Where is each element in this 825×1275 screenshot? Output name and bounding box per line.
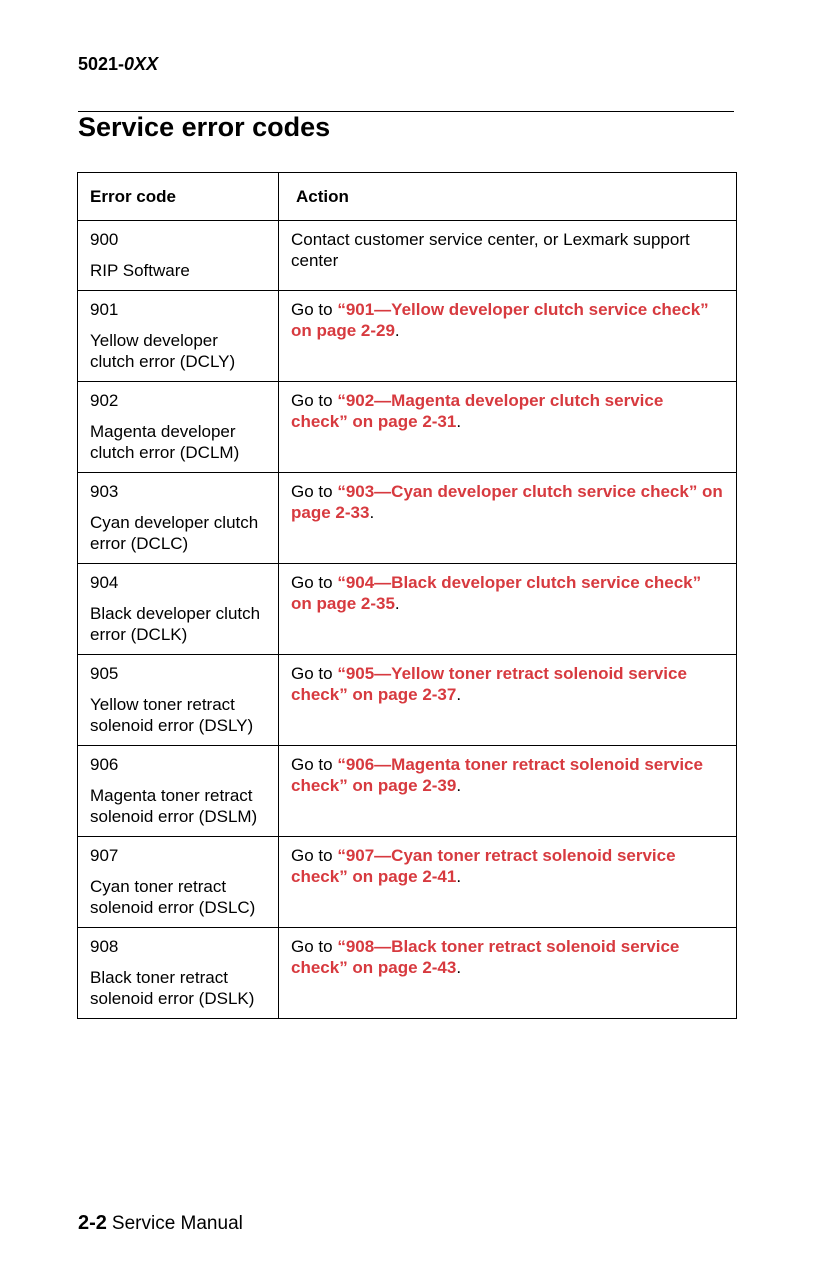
action-prefix: Go to — [291, 846, 338, 865]
error-code-number: 906 — [90, 755, 119, 774]
action-cell — [279, 564, 737, 655]
action-prefix: Go to — [291, 391, 338, 410]
table-row — [78, 837, 737, 928]
table-header-row — [78, 173, 737, 221]
error-code-description: Cyan toner retract solenoid error (DSLC) — [90, 877, 256, 917]
error-code-description: Yellow developer clutch error (DCLY) — [90, 331, 236, 371]
table-row — [78, 564, 737, 655]
action-suffix: . — [456, 685, 462, 704]
table-row — [78, 291, 737, 382]
error-code-cell — [78, 382, 279, 473]
error-code-cell — [78, 655, 279, 746]
action-cell — [279, 655, 737, 746]
action-suffix: . — [394, 594, 400, 613]
action-cell — [279, 221, 737, 291]
action-suffix: . — [394, 321, 400, 340]
action-cell — [279, 928, 737, 1019]
action-cell — [279, 291, 737, 382]
service-check-link[interactable]: “906—Magenta toner retract solenoid service check” on page 2-39 — [291, 755, 703, 795]
error-code-description: Magenta toner retract solenoid error (DSLM) — [90, 786, 258, 826]
service-check-link[interactable]: “901—Yellow developer clutch service check” on page 2-29 — [291, 300, 709, 340]
model-suffix: 0XX — [124, 54, 159, 74]
action-suffix: . — [369, 503, 375, 522]
error-code-cell — [78, 746, 279, 837]
action-prefix: Go to — [291, 937, 338, 956]
page-title: Service error codes — [78, 112, 331, 142]
service-check-link[interactable]: “905—Yellow toner retract solenoid service check” on page 2-37 — [291, 664, 687, 704]
error-code-number: 900 — [90, 230, 119, 249]
action-suffix: . — [456, 867, 462, 886]
manual-title: Service Manual — [111, 1213, 243, 1234]
action-cell — [279, 382, 737, 473]
error-code-number: 908 — [90, 937, 119, 956]
error-code-number: 904 — [90, 573, 119, 592]
error-code-cell — [78, 291, 279, 382]
error-code-description: Magenta developer clutch error (DCLM) — [90, 422, 240, 462]
action-prefix: Go to — [291, 300, 338, 319]
error-code-cell — [78, 221, 279, 291]
model-prefix: 5021- — [78, 54, 125, 74]
action-suffix: . — [456, 412, 462, 431]
error-code-table — [77, 172, 737, 1019]
error-code-cell — [78, 837, 279, 928]
error-code-number: 907 — [90, 846, 119, 865]
table-row — [78, 382, 737, 473]
table-row — [78, 746, 737, 837]
error-code-number: 902 — [90, 391, 119, 410]
table-body — [78, 221, 737, 1019]
action-cell — [279, 746, 737, 837]
action-text: Contact customer service center, or Lexmark support center — [291, 230, 690, 270]
action-cell — [279, 473, 737, 564]
model-number-header — [78, 54, 158, 75]
table-row — [78, 473, 737, 564]
error-code-description: RIP Software — [90, 261, 190, 280]
error-code-description: Black developer clutch error (DCLK) — [90, 604, 261, 644]
action-prefix: Go to — [291, 482, 338, 501]
action-prefix: Go to — [291, 573, 338, 592]
service-check-link[interactable]: “902—Magenta developer clutch service check” on page 2-31 — [291, 391, 664, 431]
page-number: 2-2 — [78, 1212, 107, 1234]
column-header-error-code: Error code — [78, 173, 279, 221]
action-suffix: . — [456, 776, 462, 795]
error-code-description: Black toner retract solenoid error (DSLK) — [90, 968, 255, 1008]
error-code-description: Cyan developer clutch error (DCLC) — [90, 513, 259, 553]
table-row — [78, 655, 737, 746]
service-check-link[interactable]: “907—Cyan toner retract solenoid service check” on page 2-41 — [291, 846, 676, 886]
service-check-link[interactable]: “904—Black developer clutch service check” on page 2-35 — [291, 573, 702, 613]
column-header-action: Action — [279, 173, 737, 221]
error-code-number: 903 — [90, 482, 119, 501]
table-row — [78, 221, 737, 291]
service-check-link[interactable]: “903—Cyan developer clutch service check” on page 2-33 — [291, 482, 723, 522]
page-footer — [78, 1212, 243, 1235]
error-code-cell — [78, 564, 279, 655]
service-check-link[interactable]: “908—Black toner retract solenoid service check” on page 2-43 — [291, 937, 680, 977]
action-suffix: . — [456, 958, 462, 977]
action-prefix: Go to — [291, 755, 338, 774]
error-code-description: Yellow toner retract solenoid error (DSLY) — [90, 695, 254, 735]
table-row — [78, 928, 737, 1019]
error-code-number: 905 — [90, 664, 119, 683]
action-cell — [279, 837, 737, 928]
action-prefix: Go to — [291, 664, 338, 683]
error-code-cell — [78, 473, 279, 564]
error-code-cell — [78, 928, 279, 1019]
error-code-number: 901 — [90, 300, 119, 319]
